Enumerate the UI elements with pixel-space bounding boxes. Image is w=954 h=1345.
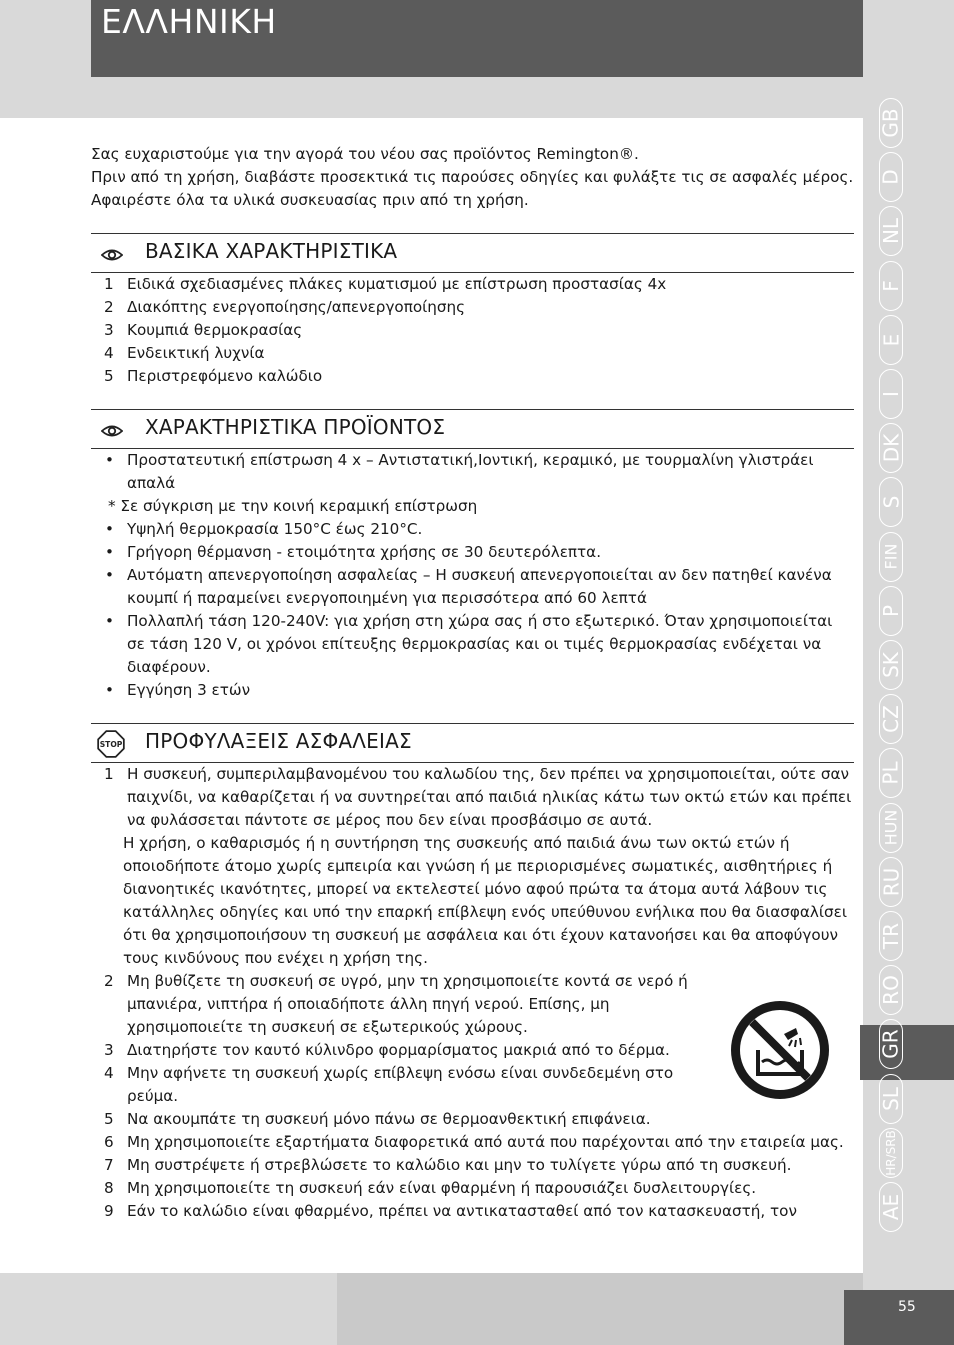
section-title: ΒΑΣΙΚΑ ΧΑΡΑΚΤΗΡΙΣΤΙΚΑ [145,239,398,263]
language-tab-sl[interactable] [873,1074,909,1124]
eye-icon [101,420,123,442]
bullet: • [105,566,114,584]
language-tab-d[interactable] [873,152,909,202]
item-text: Προστατευτική επίστρωση 4 x – Αντιστατική,Ιοντική, κεραμικό, με τουρμαλίνη γλιστράει απαλά [127,451,814,492]
bullet: • [105,612,114,630]
no-water-warning-icon [730,1000,830,1100]
section-basic-features [91,233,854,388]
item-text: Αυτόματη απενεργοποίηση ασφαλείας – Η συσκευή απενεργοποιείται αν δεν πατηθεί κανένα κουμπί ή παραμείνει ενεργοποιημένη για περισσότερα από 60 λεπτά [127,566,832,607]
list-item [91,273,854,296]
language-tab-ru[interactable] [873,857,909,907]
item-number: 1 [104,275,114,293]
tab-label: PL [878,761,903,785]
section-header [91,233,854,273]
tab-label: NL [878,218,903,245]
intro-line-1: Σας ευχαριστούμε για την αγορά του νέου σας προϊόντος Remington®. [91,145,639,163]
tab-label: SK [879,652,903,678]
section-title: ΠΡΟΦΥΛΑΞΕΙΣ ΑΣΦΑΛΕΙΑΣ [145,729,412,753]
product-features-list [91,449,854,495]
item-number: 9 [104,1202,114,1220]
tab-label: HUN [881,809,901,846]
item-number: 4 [104,1064,114,1082]
item-number: 6 [104,1133,114,1151]
language-tab-e[interactable] [873,315,909,365]
language-tab-fin[interactable] [873,532,909,582]
list-item [91,296,854,319]
item-number: 8 [104,1179,114,1197]
item-number: 2 [104,298,114,316]
item-text: Διακόπτης ενεργοποίησης/απενεργοποίησης [127,298,466,316]
bullet: • [105,520,114,538]
list-item [91,970,692,1039]
item-text: Εάν το καλώδιο είναι φθαρμένο, πρέπει να αντικατασταθεί από τον κατασκευαστή, τον [127,1202,797,1220]
tab-label: E [878,333,903,347]
language-tab-ae[interactable] [873,1182,909,1232]
tab-label: FIN [881,543,901,570]
language-tab-dk[interactable] [873,423,909,473]
item-text: Διατηρήστε τον καυτό κύλινδρο φορμαρίσματος μακριά από το δέρμα. [127,1041,670,1059]
paragraph: Η χρήση, ο καθαρισμός ή η συντήρηση της συσκευής από παιδιά άνω των οκτώ ετών ή οποιοδήποτε άτομο χωρίς εμπειρία και γνώση ή με περιορισμένες σωματικές, αισθητήριες ή διανοητικές ικανότητες, μπορεί να εκτελεστεί μόνο αφού πρώτα τα άτομα αυτά λάβουν τις κατάλληλες οδηγίες και υπό την επαρκή επίβλεψη ενός υπεύθυνου ενήλικα που θα διασφαλίσει ότι θα χρησιμοποιήσουν τη συσκευή με ασφάλεια και ότι έχουν κατανοήσει και θα αποφύγουν τους κινδύνους που ενέχει η χρήση της. [123,834,848,967]
language-tab-hr-srb[interactable] [873,1128,909,1178]
item-text: Μη χρησιμοποιείτε τη συσκευή εάν είναι φθαρμένη ή παρουσιάζει δυσλειτουργίες. [127,1179,757,1197]
tab-label: AE [878,1193,903,1221]
footer-gray-band [337,1273,863,1345]
section-title: ΧΑΡΑΚΤΗΡΙΣΤΙΚΑ ΠΡΟΪΟΝΤΟΣ [145,415,446,439]
list-item [91,1131,854,1154]
language-tab-tr[interactable] [873,911,909,961]
tab-label: CZ [878,705,903,734]
language-tab-s[interactable] [873,477,909,527]
language-tab-pl[interactable] [873,748,909,798]
item-number: 5 [104,1110,114,1128]
bullet: • [105,543,114,561]
item-text: Κουμπιά θερμοκρασίας [127,321,303,339]
list-item [91,365,854,388]
section-safety [91,723,854,1223]
item-text: Μη συστρέψετε ή στρεβλώσετε το καλώδιο και μην το τυλίγετε γύρω από τη συσκευή. [127,1156,792,1174]
tab-label: RU [878,867,903,897]
tab-label: GR [879,1029,903,1060]
item-number: 2 [104,972,114,990]
tab-label: DK [878,433,903,463]
language-tab-gb[interactable] [873,98,909,148]
item-number: 1 [104,765,114,783]
eye-icon [101,244,123,266]
safety-list [91,763,854,832]
language-tab-cz[interactable] [873,694,909,744]
stop-icon [97,730,125,758]
bullet: • [105,451,114,469]
list-item [91,564,854,610]
tab-label: RO [878,975,903,1006]
item-text: Μη βυθίζετε τη συσκευή σε υγρό, μην τη χρησιμοποιείτε κοντά σε νερό ή μπανιέρα, νιπτήρα ή οποιαδήποτε άλλη πηγή νερού. Επίσης, μη χρησιμοποιείτε τη συσκευή σε εξωτερικούς χώρους. [127,972,688,1036]
item-text: Να ακουμπάτε τη συσκευή μόνο πάνω σε θερμοανθεκτική επιφάνεια. [127,1110,651,1128]
page-number-box [844,1290,954,1345]
intro [91,143,854,212]
item-text: Εγγύηση 3 ετών [127,681,251,699]
section-product-features [91,409,854,702]
footnote: * Σε σύγκριση με την κοινή κεραμική επίστρωση [108,497,478,515]
stop-label: STOP [99,739,123,749]
list-item [91,541,854,564]
language-tab-p[interactable] [873,586,909,636]
language-tab-ro[interactable] [873,965,909,1015]
item-number: 3 [104,1041,114,1059]
language-tab-i[interactable] [873,369,909,419]
language-tab-sk[interactable] [873,640,909,690]
item-number: 4 [104,344,114,362]
language-tab-gr[interactable] [873,1019,909,1069]
bullet: • [105,681,114,699]
item-text: Μη χρησιμοποιείτε εξαρτήματα διαφορετικά από αυτά που παρέχονται από την εταιρεία μας. [127,1133,844,1151]
list-item [91,610,854,679]
section-header [91,409,854,449]
item-text: Η συσκευή, συμπεριλαμβανομένου του καλωδίου της, δεν πρέπει να χρησιμοποιείται, ούτε σαν παιχνίδι, να καθαρίζεται ή να συντηρείται από παιδιά ηλικίας κάτω των οκτώ ετών και πρέπει να φυλάσσεται πάντοτε σε μέρος που δεν είναι προσβάσιμο σε αυτά. [127,765,852,829]
page-number: 55 [898,1299,916,1315]
tab-label: D [879,169,903,185]
language-tab-f[interactable] [873,261,909,311]
item-text: Ειδικά σχεδιασμένες πλάκες κυματισμού με επίστρωση προστασίας 4x [127,275,667,293]
language-tab-nl[interactable] [873,206,909,256]
list-item [91,1200,854,1223]
tab-label: HR/SRB [884,1130,898,1176]
header-bar [91,0,863,77]
list-item [91,1154,854,1177]
item-text: Μην αφήνετε τη συσκευή χωρίς επίβλεψη ενόσω είναι συνδεδεμένη στο ρεύμα. [127,1064,674,1105]
list-item [91,319,854,342]
list-item [91,342,854,365]
tab-label: S [878,496,903,509]
item-number: 5 [104,367,114,385]
item-text: Ενδεικτική λυχνία [127,344,265,362]
item-text: Υψηλή θερμοκρασία 150°C έως 210°C. [127,520,423,538]
page-title: ΕΛΛΗΝΙΚΗ [101,2,277,41]
intro-line-2: Πριν από τη χρήση, διαβάστε προσεκτικά τις παρούσες οδηγίες και φυλάξτε τις σε ασφαλές μέρος. Αφαιρέστε όλα τα υλικά συσκευασίας πριν από τη χρήση. [91,168,854,209]
item-text: Περιστρεφόμενο καλώδιο [127,367,323,385]
basic-features-list [91,273,854,388]
tab-label: I [879,391,903,397]
item-text: Γρήγορη θέρμανση - ετοιμότητα χρήσης σε 30 δευτερόλεπτα. [127,543,602,561]
tab-label: GB [879,108,903,138]
section-header [91,723,854,763]
list-item [91,679,854,702]
item-number: 3 [104,321,114,339]
list-item [91,763,854,832]
item-number: 7 [104,1156,114,1174]
tab-label: F [878,279,903,292]
tab-label: P [879,604,903,617]
list-item [91,1177,854,1200]
tab-label: TR [879,922,903,950]
list-item [91,449,854,495]
tab-label: SL [879,1086,903,1111]
list-item [91,1108,854,1131]
item-text: Πολλαπλή τάση 120-240V: για χρήση στη χώρα σας ή στο εξωτερικό. Όταν χρησιμοποιείται σε τάση 120 V, οι χρόνοι επίτευξης θερμοκρασίας και οι τιμές θερμοκρασίας ενδέχεται να διαφέρουν. [127,612,833,676]
language-tab-hun[interactable] [873,803,909,853]
product-features-list-cont [91,518,854,702]
list-item [91,1062,692,1108]
list-item [91,518,854,541]
